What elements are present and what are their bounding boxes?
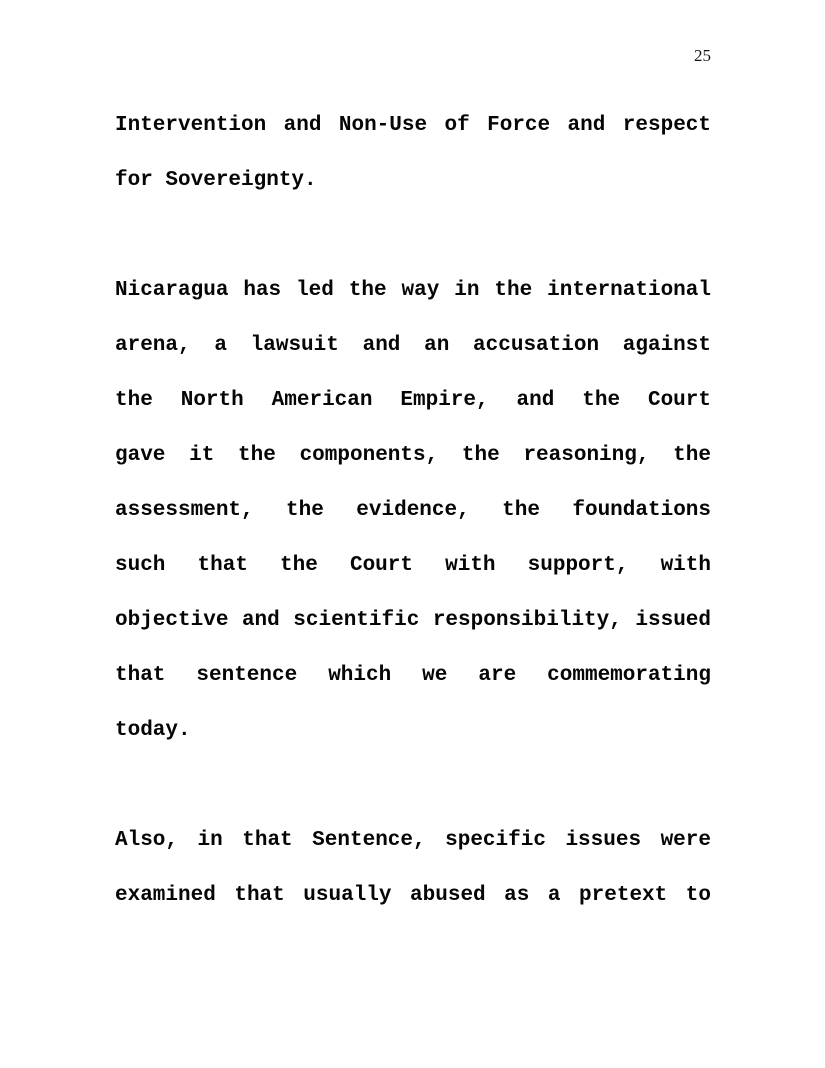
paragraph (115, 813, 711, 923)
text-line: that sentence which we are commemorating (115, 664, 711, 687)
text-line: assessment, the evidence, the foundations (115, 499, 711, 522)
text-line: examined that usually abused as a pretext to (115, 884, 711, 907)
text-line: arena, a lawsuit and an accusation against (115, 334, 711, 357)
text-line: Intervention and Non-Use of Force and respect (115, 114, 711, 137)
text-line: Nicaragua has led the way in the international (115, 279, 711, 302)
text-line: today. (115, 719, 191, 742)
paragraph (115, 263, 711, 758)
text-line: for Sovereignty. (115, 169, 317, 192)
page-number: 25 (694, 46, 711, 65)
text-line: the North American Empire, and the Court (115, 389, 711, 412)
text-line: objective and scientific responsibility, issued (115, 609, 711, 632)
text-line: such that the Court with support, with (115, 554, 711, 577)
text-line: gave it the components, the reasoning, the (115, 444, 711, 467)
document-body (115, 98, 711, 923)
paragraph (115, 98, 711, 208)
text-line: Also, in that Sentence, specific issues were (115, 829, 711, 852)
